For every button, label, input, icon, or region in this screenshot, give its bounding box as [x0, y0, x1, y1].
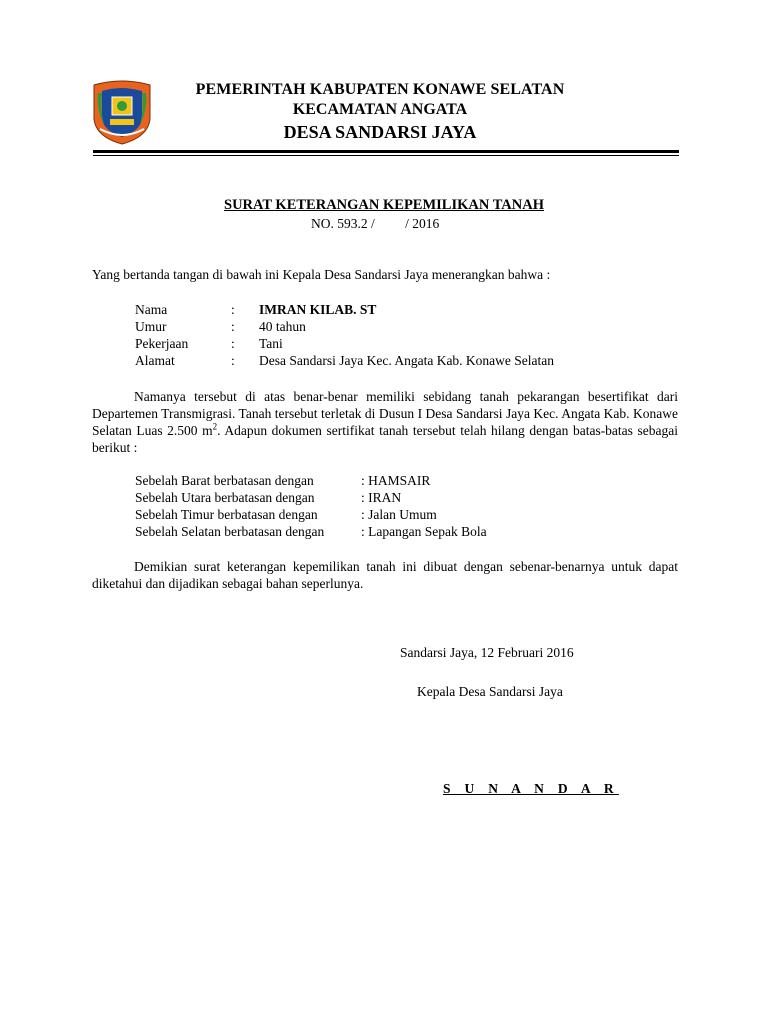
border-label-north: Sebelah Utara berbatasan dengan: [135, 490, 315, 505]
regency-emblem-icon: [90, 79, 154, 145]
government-heading: PEMERINTAH KABUPATEN KONAWE SELATAN: [195, 81, 565, 98]
detail-label-occupation: Pekerjaan: [135, 336, 189, 351]
subdistrict-heading: KECAMATAN ANGATA: [292, 101, 468, 118]
detail-value-name: IMRAN KILAB. ST: [259, 302, 377, 317]
body-text-part-a: Namanya tersebut di atas benar-benar memiliki sebidang tanah pekarangan besertifikat dari Departemen Transmigrasi. Tanah tersebut terletak di Dusun I Desa Sandarsi Jaya Kec. Angata Kab. Konawe Selatan Luas 2.500 m: [92, 389, 678, 438]
border-value-north: : IRAN: [361, 490, 402, 505]
detail-colon: :: [231, 302, 235, 317]
border-value-west: : HAMSAIR: [361, 473, 431, 488]
body-paragraph: [92, 388, 678, 456]
detail-colon: :: [231, 336, 235, 351]
letter-number: NO. 593.2 / / 2016: [311, 216, 440, 231]
border-value-east: : Jalan Umum: [361, 507, 437, 522]
signatory-name: S U N A N D A R: [443, 781, 619, 796]
signatory-position: Kepala Desa Sandarsi Jaya: [417, 684, 563, 699]
letterhead-divider-thick: [93, 150, 679, 153]
letterhead-divider-thin: [93, 155, 679, 156]
detail-label-age: Umur: [135, 319, 167, 334]
detail-value-occupation: Tani: [259, 336, 283, 351]
detail-label-address: Alamat: [135, 353, 175, 368]
border-label-south: Sebelah Selatan berbatasan dengan: [135, 524, 325, 539]
border-value-south: : Lapangan Sepak Bola: [361, 524, 487, 539]
area-unit-superscript: 2: [212, 421, 218, 432]
detail-value-age: 40 tahun: [259, 319, 306, 334]
border-label-west: Sebelah Barat berbatasan dengan: [135, 473, 314, 488]
village-heading: DESA SANDARSI JAYA: [283, 122, 477, 142]
detail-value-address: Desa Sandarsi Jaya Kec. Angata Kab. Konawe Selatan: [259, 353, 555, 368]
detail-colon: :: [231, 319, 235, 334]
body-text-part-b: . Adapun dokumen sertifikat tanah tersebut telah hilang dengan batas-batas sebagai berikut :: [92, 423, 678, 455]
detail-colon: :: [231, 353, 235, 368]
detail-label-name: Nama: [135, 302, 168, 317]
place-date: Sandarsi Jaya, 12 Februari 2016: [400, 645, 574, 660]
letter-title: SURAT KETERANGAN KEPEMILIKAN TANAH: [224, 197, 544, 213]
border-label-east: Sebelah Timur berbatasan dengan: [135, 507, 318, 522]
intro-text: Yang bertanda tangan di bawah ini Kepala Desa Sandarsi Jaya menerangkan bahwa :: [92, 267, 551, 282]
closing-paragraph: Demikian surat keterangan kepemilikan tanah ini dibuat dengan sebenar-benarnya untuk dapat diketahui dan dijadikan sebagai bahan seperlunya.: [92, 559, 678, 591]
